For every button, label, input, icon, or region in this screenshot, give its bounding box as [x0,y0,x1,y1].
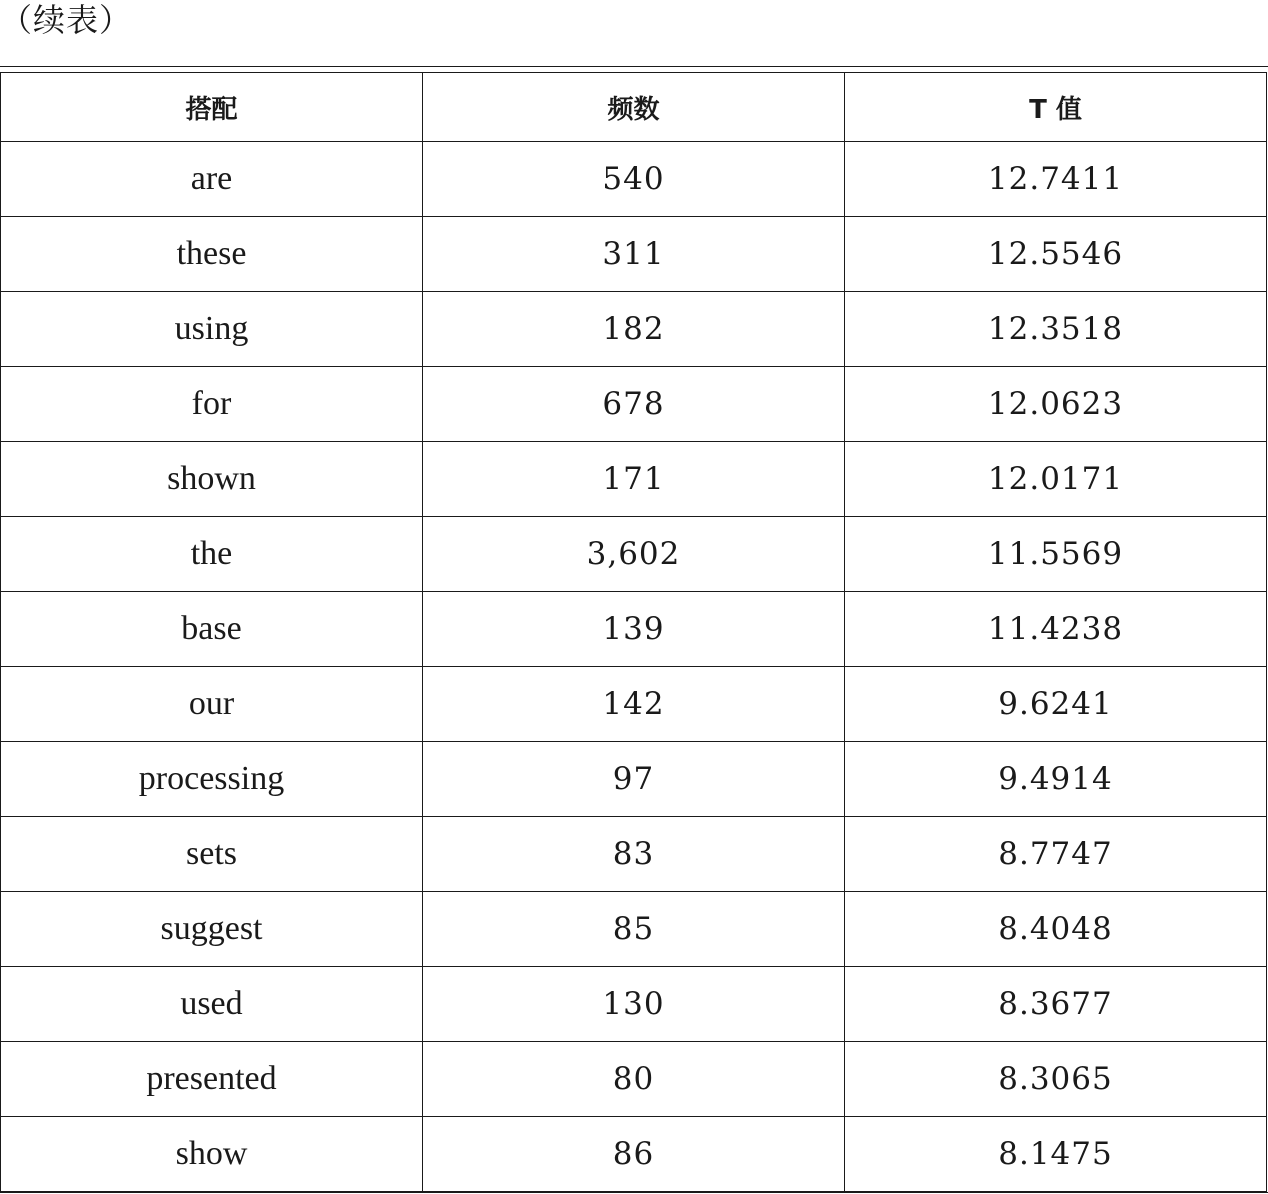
frequency-cell: 540 [423,142,845,217]
frequency-cell: 3,602 [423,517,845,592]
table-row [1,292,1267,367]
table-row [1,367,1267,442]
table-row [1,817,1267,892]
frequency-cell: 142 [423,667,845,742]
table-row [1,967,1267,1042]
t-value-cell: 9.6241 [845,667,1267,742]
table-row [1,892,1267,967]
collocate-cell: sets [1,817,423,892]
t-value-cell: 8.3677 [845,967,1267,1042]
table-row [1,442,1267,517]
bottom-rule [0,1192,1268,1193]
frequency-cell: 139 [423,592,845,667]
t-value-cell: 11.4238 [845,592,1267,667]
collocate-cell: the [1,517,423,592]
t-value-cell: 8.3065 [845,1042,1267,1117]
t-value-cell: 8.7747 [845,817,1267,892]
table-row [1,1117,1267,1192]
table-row [1,742,1267,817]
collocate-cell: processing [1,742,423,817]
table-row [1,217,1267,292]
frequency-cell: 80 [423,1042,845,1117]
collocate-cell: show [1,1117,423,1192]
frequency-cell: 97 [423,742,845,817]
t-value-cell: 12.0171 [845,442,1267,517]
table-continuation-caption: （续表） [0,1,133,39]
frequency-cell: 182 [423,292,845,367]
collocate-cell: these [1,217,423,292]
collocate-cell: shown [1,442,423,517]
header-row [1,73,1267,142]
table-row [1,517,1267,592]
t-value-cell: 12.3518 [845,292,1267,367]
collocate-cell: using [1,292,423,367]
frequency-cell: 130 [423,967,845,1042]
t-value-cell: 8.4048 [845,892,1267,967]
top-rule [0,66,1268,67]
collocate-cell: for [1,367,423,442]
table-row [1,1042,1267,1117]
collocate-cell: our [1,667,423,742]
t-value-cell: 12.5546 [845,217,1267,292]
column-header-collocate: 搭配 [1,73,423,142]
table-row [1,667,1267,742]
collocation-table [0,72,1267,1192]
t-value-cell: 11.5569 [845,517,1267,592]
t-value-cell: 12.0623 [845,367,1267,442]
t-value-cell: 8.1475 [845,1117,1267,1192]
collocate-cell: suggest [1,892,423,967]
frequency-cell: 83 [423,817,845,892]
collocate-cell: are [1,142,423,217]
column-header-t-value: T 值 [845,73,1267,142]
frequency-cell: 85 [423,892,845,967]
collocate-cell: base [1,592,423,667]
t-value-cell: 9.4914 [845,742,1267,817]
frequency-cell: 86 [423,1117,845,1192]
t-value-cell: 12.7411 [845,142,1267,217]
frequency-cell: 678 [423,367,845,442]
collocate-cell: presented [1,1042,423,1117]
table-row [1,592,1267,667]
frequency-cell: 171 [423,442,845,517]
collocate-cell: used [1,967,423,1042]
column-header-frequency: 频数 [423,73,845,142]
table-row [1,142,1267,217]
frequency-cell: 311 [423,217,845,292]
